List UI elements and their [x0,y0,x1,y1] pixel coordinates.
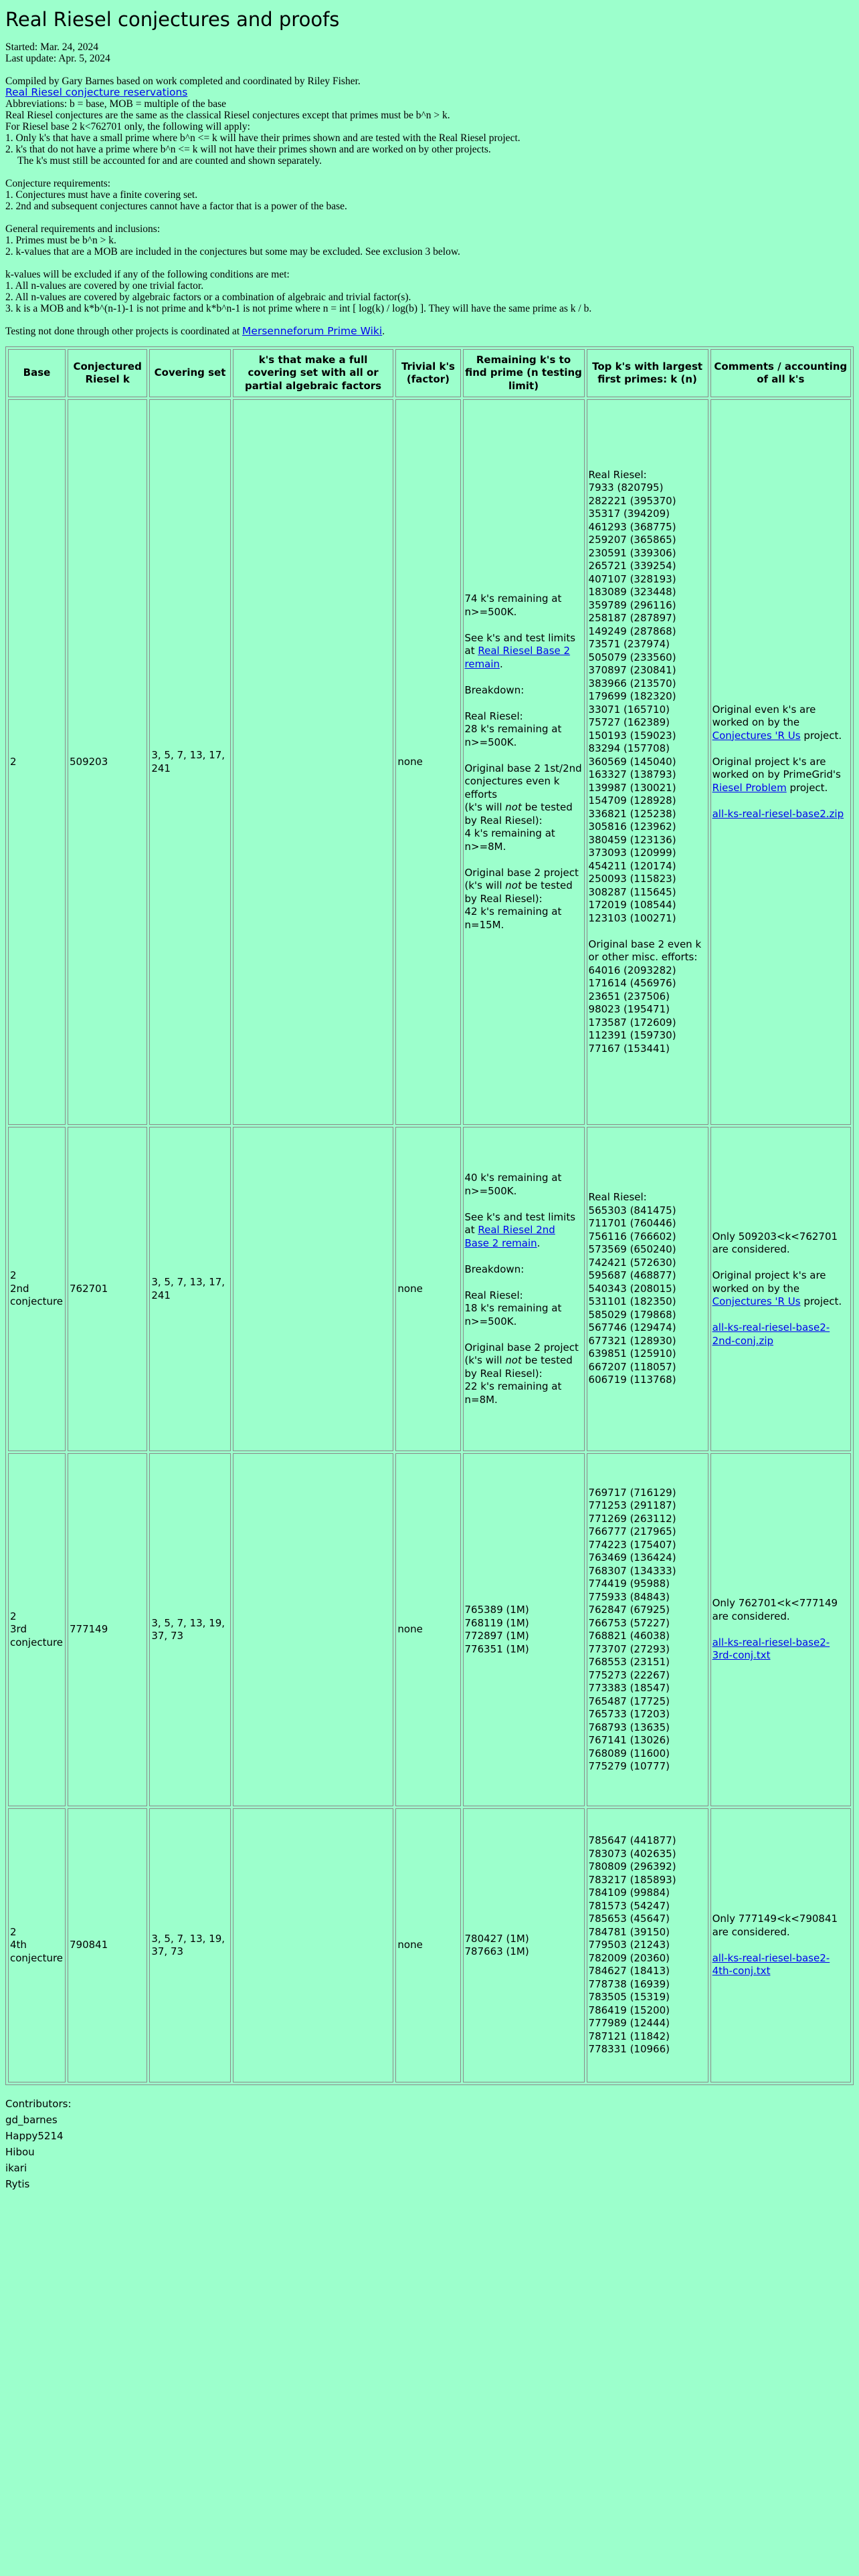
list-item: 787663 (1M) [464,1945,529,1957]
list-item: 768821 (46038) [588,1630,670,1642]
list-item: 771269 (263112) [588,1512,676,1525]
list-item: 259207 (365865) [588,534,676,546]
list-item: 179699 (182320) [588,690,676,703]
base-cell: 2 [8,399,66,1125]
general-requirements [5,223,854,257]
table-row [8,1808,851,2082]
covering-cell: 3, 5, 7, 13, 19, 37, 73 [149,1808,230,2082]
last-update-date: Last update: Apr. 5, 2024 [5,53,110,64]
list-item: 33071 (165710) [588,703,670,716]
list-item: 774223 (175407) [588,1538,676,1551]
comments-cell: Only 762701<k<777149 are considered. all-ks-real-riesel-base2-3rd-conj.txt [710,1453,851,1806]
list-item: 370897 (230841) [588,664,676,677]
k-cell: 790841 [68,1808,147,2082]
algebraic-cell [233,399,394,1125]
list-item: 768089 (11600) [588,1747,670,1759]
top-ks-cell [587,1808,708,2082]
list-item: 172019 (108544) [588,899,676,911]
list-item: 230591 (339306) [588,546,676,559]
testing-note: Testing not done through other projects is coordinated at Mersenneforum Prime Wiki. [5,325,385,337]
list-item: 23651 (237506) [588,990,670,1002]
table-row [8,399,851,1125]
list-item: 154709 (128928) [588,794,676,807]
zip-link[interactable]: all-ks-real-riesel-base2.zip [712,807,844,820]
zip-link[interactable]: all-ks-real-riesel-base2-4th-conj.txt [712,1951,830,1977]
top-ks-cell [587,1453,708,1806]
list-item: 778738 (16939) [588,1977,670,1990]
list-item: 742421 (572630) [588,1256,676,1269]
list-item: 786419 (15200) [588,2004,670,2016]
list-item: 173587 (172609) [588,1016,676,1029]
algebraic-cell [233,1808,394,2082]
intro-section [5,41,854,337]
list-item: 336821 (125238) [588,807,676,820]
remain-link[interactable]: Real Riesel 2nd Base 2 remain [464,1224,555,1249]
list-item: 112391 (159730) [588,1029,676,1042]
header-top-ks: Top k's with largest first primes: k (n) [587,349,708,397]
conjecture-requirements [5,178,854,212]
zip-link[interactable]: all-ks-real-riesel-base2-2nd-conj.zip [712,1321,830,1347]
conjectures-table [5,346,854,2085]
base-cell: 2 2nd conjecture [8,1127,66,1451]
covering-cell: 3, 5, 7, 13, 19, 37, 73 [149,1453,230,1806]
list-item: 780809 (296392) [588,1860,676,1873]
list-item: 595687 (468877) [588,1269,676,1282]
table-row [8,1127,851,1451]
table-row [8,1453,851,1806]
trivial-cell: none [395,1808,460,2082]
exclusions [5,269,854,314]
remain-link[interactable]: Real Riesel Base 2 remain [464,645,571,670]
list-item: 282221 (395370) [588,494,676,507]
contributors-section [5,2096,854,2192]
list-item: 763469 (136424) [588,1551,676,1564]
reservations-link[interactable]: Real Riesel conjecture reservations [5,86,188,98]
list-item: 461293 (368775) [588,520,676,533]
list-item: 565303 (841475) [588,1204,676,1216]
list-item: 766777 (217965) [588,1525,676,1537]
base2-note: The k's must still be accounted for and are counted and shown separately. [17,155,322,167]
list-item: 373093 (120999) [588,847,676,859]
riesel-problem-link[interactable]: Riesel Problem [712,781,787,794]
started-date: Started: Mar. 24, 2024 [5,41,99,53]
page-title: Real Riesel conjectures and proofs [5,8,340,31]
header-conjectured-k: Conjectured Riesel k [68,349,147,397]
list-item: 787121 (11842) [588,2030,670,2042]
general-item: 1. Primes must be b^n > k. [5,235,116,246]
list-item: 711701 (760446) [588,1217,676,1230]
list-item: 383966 (213570) [588,677,676,689]
contributor-name: Rytis [5,2178,30,2190]
algebraic-cell [233,1127,394,1451]
list-item: 265721 (339254) [588,560,676,572]
list-item: 767141 (13026) [588,1734,670,1746]
list-item: 765733 (17203) [588,1708,670,1720]
list-item: 123103 (100271) [588,911,676,924]
top-ks-cell: Real Riesel: 565303 (841475) 711701 (760446) 756116 (766602) 573569 (650240) 742421 (572630) 595687 (468877) 540343 (208015) 531101 (182350) 585029 (179868) 567746 (129474) 677321 (128930) 639851 (125910) 667207 (118057) 606719 (113768) [587,1127,708,1451]
list-item: 75727 (162389) [588,716,670,729]
list-item: 606719 (113768) [588,1374,676,1386]
list-item: 150193 (159023) [588,729,676,742]
trivial-cell: none [395,1127,460,1451]
list-item: 139987 (130021) [588,781,676,794]
list-item: 163327 (138793) [588,768,676,781]
list-item: 783073 (402635) [588,1847,676,1860]
comments-cell: Only 509203<k<762701 are considered. Original project k's are worked on by the Conjectures 'R Us project. all-ks-real-riesel-base2-2nd-conj.zip [710,1127,851,1451]
header-algebraic: k's that make a full covering set with all or partial algebraic factors [233,349,394,397]
header-remaining: Remaining k's to find prime (n testing limit) [463,349,585,397]
list-item: 531101 (182350) [588,1295,676,1308]
list-item: 149249 (287868) [588,625,676,637]
list-item: 171614 (456976) [588,977,676,990]
list-item: 768793 (13635) [588,1721,670,1733]
list-item: 585029 (179868) [588,1308,676,1321]
header-comments: Comments / accounting of all k's [710,349,851,397]
list-item: 77167 (153441) [588,1042,670,1055]
list-item: 774419 (95988) [588,1578,670,1590]
k-cell: 777149 [68,1453,147,1806]
list-item: 762847 (67925) [588,1604,670,1616]
list-item: 98023 (195471) [588,1003,670,1016]
header-covering-set: Covering set [149,349,230,397]
compiled-by: Compiled by Gary Barnes based on work completed and coordinated by Riley Fisher. [5,76,361,87]
list-item: 35317 (394209) [588,508,670,520]
k-cell: 509203 [68,399,147,1125]
list-item: 779503 (21243) [588,1939,670,1951]
zip-link[interactable]: all-ks-real-riesel-base2-3rd-conj.txt [712,1636,830,1662]
prime-wiki-link[interactable]: Mersenneforum Prime Wiki [242,325,383,337]
contributor-name: ikari [5,2162,27,2174]
list-item: 784109 (99884) [588,1887,670,1899]
list-item: 785653 (45647) [588,1913,670,1925]
list-item: 773707 (27293) [588,1642,670,1655]
list-item: 777989 (12444) [588,2017,670,2030]
list-item: 768307 (134333) [588,1564,676,1577]
general-item: 2. k-values that are a MOB are included in the conjectures but some may be excluded. See exclusion 3 below. [5,246,460,257]
top-ks-cell: Real Riesel: 7933 (820795) 282221 (395370) 35317 (394209) 461293 (368775) 259207 (365865) 230591 (339306) 265721 (339254) 407107 (328193) 183089 (323448) 359789 (296116) 258187 (287897) 149249 (287868) 73571 (237974) 505079 (233560) 370897 (230841) 383966 (213570) 179699 (182320) 33071 (165710) 75727 (162389) 150193 (159023) 83294 (157708) 360569 (145040) 163327 (138793) 139987 (130021) 154709 (128928) 336821 (125238) 305816 (123962) 380459 (123136) 373093 (120999) 454211 (120174) 250093 (115823) 308287 (115645) 172019 (108544) 123103 (100271) Original base 2 even k or other misc. efforts: 64016 (2093282) 171614 (456976) 23651 (237506) 98023 (195471) 173587 (172609) 112391 (159730) 77167 (153441) [587,399,708,1125]
conj-item: 1. Conjectures must have a finite covering set. [5,189,198,201]
table-header-row [8,349,851,397]
list-item: 765487 (17725) [588,1695,670,1707]
list-item: 776351 (1M) [464,1642,529,1655]
covering-cell: 3, 5, 7, 13, 17, 241 [149,1127,230,1451]
list-item: 784781 (39150) [588,1925,670,1938]
list-item: 778331 (10966) [588,2043,670,2056]
list-item: 783505 (15319) [588,1991,670,2004]
list-item: 765389 (1M) [464,1604,529,1616]
excl-heading: k-values will be excluded if any of the following conditions are met: [5,269,290,280]
comments-cell: Only 777149<k<790841 are considered. all-ks-real-riesel-base2-4th-conj.txt [710,1808,851,2082]
base2-heading: For Riesel base 2 k<762701 only, the following will apply: [5,121,250,132]
contributors-label: Contributors: [5,2098,72,2110]
list-item: 781573 (54247) [588,1899,670,1912]
list-item: 775279 (10777) [588,1760,670,1772]
list-item: 667207 (118057) [588,1360,676,1373]
conj-heading: Conjecture requirements: [5,178,111,189]
list-item: 7933 (820795) [588,481,664,494]
base-cell: 2 4th conjecture [8,1808,66,2082]
general-heading: General requirements and inclusions: [5,223,161,235]
base2-item: 2. k's that do not have a prime where b^n <= k will not have their primes shown and are worked on by other projects. [5,144,491,155]
remaining-cell: 40 k's remaining at n>=500K. See k's and test limits at Real Riesel 2nd Base 2 remain. Breakdown: Real Riesel: 18 k's remaining at n>=500K. Original base 2 project (k's will not be tested by Real Riesel): 22 k's remaining at n=8M. [463,1127,585,1451]
list-item: 359789 (296116) [588,599,676,611]
list-item: 771253 (291187) [588,1499,676,1511]
contributor-name: Hibou [5,2146,35,2158]
list-item: 639851 (125910) [588,1348,676,1360]
list-item: 64016 (2093282) [588,964,676,976]
list-item: 83294 (157708) [588,742,670,755]
algebraic-cell [233,1453,394,1806]
contributor-name: Happy5214 [5,2130,64,2142]
abbreviations: Abbreviations: b = base, MOB = multiple of the base [5,98,227,110]
list-item: 258187 (287897) [588,612,676,625]
comments-cell: Original even k's are worked on by the Conjectures 'R Us project. Original project k's are worked on by PrimeGrid's Riesel Problem project. all-ks-real-riesel-base2.zip [710,399,851,1125]
base2-rules [5,121,854,167]
list-item: 785647 (441877) [588,1834,676,1847]
list-item: 783217 (185893) [588,1873,676,1886]
list-item: 183089 (323448) [588,586,676,599]
trivial-cell: none [395,399,460,1125]
remaining-cell [463,1453,585,1806]
list-item: 305816 (123962) [588,821,676,833]
base2-item: 1. Only k's that have a small prime where b^n <= k will have their primes shown and are tested with the Real Riesel project. [5,132,520,144]
remaining-cell: 74 k's remaining at n>=500K. See k's and test limits at Real Riesel Base 2 remain. Breakdown: Real Riesel: 28 k's remaining at n>=500K. Original base 2 1st/2nd conjectures even k efforts (k's will not be tested by Real Riesel): 4 k's remaining at n>=8M. Original base 2 project (k's will not be tested by Real Riesel): 42 k's remaining at n=15M. [463,399,585,1125]
crus-link[interactable]: Conjectures 'R Us [712,1295,801,1308]
list-item: 540343 (208015) [588,1282,676,1295]
excl-item: 3. k is a MOB and k*b^(n-1)-1 is not prime and k*b^n-1 is not prime where n = int [ log(k) / log(b) ]. They will have the same prime as k / b. [5,303,592,314]
list-item: 380459 (123136) [588,833,676,846]
contributor-name: gd_barnes [5,2114,58,2126]
list-item: 775273 (22267) [588,1669,670,1681]
covering-cell: 3, 5, 7, 13, 17, 241 [149,399,230,1125]
crus-link[interactable]: Conjectures 'R Us [712,729,801,742]
header-base: Base [8,349,66,397]
remaining-cell [463,1808,585,2082]
list-item: 768553 (23151) [588,1656,670,1668]
trivial-cell: none [395,1453,460,1806]
header-trivial: Trivial k's (factor) [395,349,460,397]
excl-item: 1. All n-values are covered by one trivial factor. [5,280,204,292]
list-item: 407107 (328193) [588,572,676,585]
list-item: 250093 (115823) [588,873,676,885]
base-cell: 2 3rd conjecture [8,1453,66,1806]
intro-text: Real Riesel conjectures are the same as the classical Riesel conjectures except that primes must be b^n > k. [5,110,450,121]
list-item: 677321 (128930) [588,1334,676,1347]
list-item: 454211 (120174) [588,859,676,872]
list-item: 780427 (1M) [464,1932,529,1945]
list-item: 567746 (129474) [588,1321,676,1334]
list-item: 360569 (145040) [588,755,676,768]
k-cell: 762701 [68,1127,147,1451]
list-item: 769717 (716129) [588,1486,676,1499]
list-item: 773383 (18547) [588,1682,670,1694]
list-item: 73571 (237974) [588,638,670,651]
list-item: 772897 (1M) [464,1630,529,1642]
list-item: 768119 (1M) [464,1616,529,1629]
conj-item: 2. 2nd and subsequent conjectures cannot have a factor that is a power of the base. [5,201,347,212]
list-item: 308287 (115645) [588,885,676,898]
list-item: 573569 (650240) [588,1243,676,1256]
list-item: 505079 (233560) [588,651,676,663]
list-item: 775933 (84843) [588,1590,670,1603]
list-item: 756116 (766602) [588,1230,676,1243]
list-item: 784627 (18413) [588,1965,670,1977]
list-item: 766753 (57227) [588,1616,670,1629]
excl-item: 2. All n-values are covered by algebraic factors or a combination of algebraic and trivial factor(s). [5,292,411,303]
list-item: 782009 (20360) [588,1951,670,1964]
